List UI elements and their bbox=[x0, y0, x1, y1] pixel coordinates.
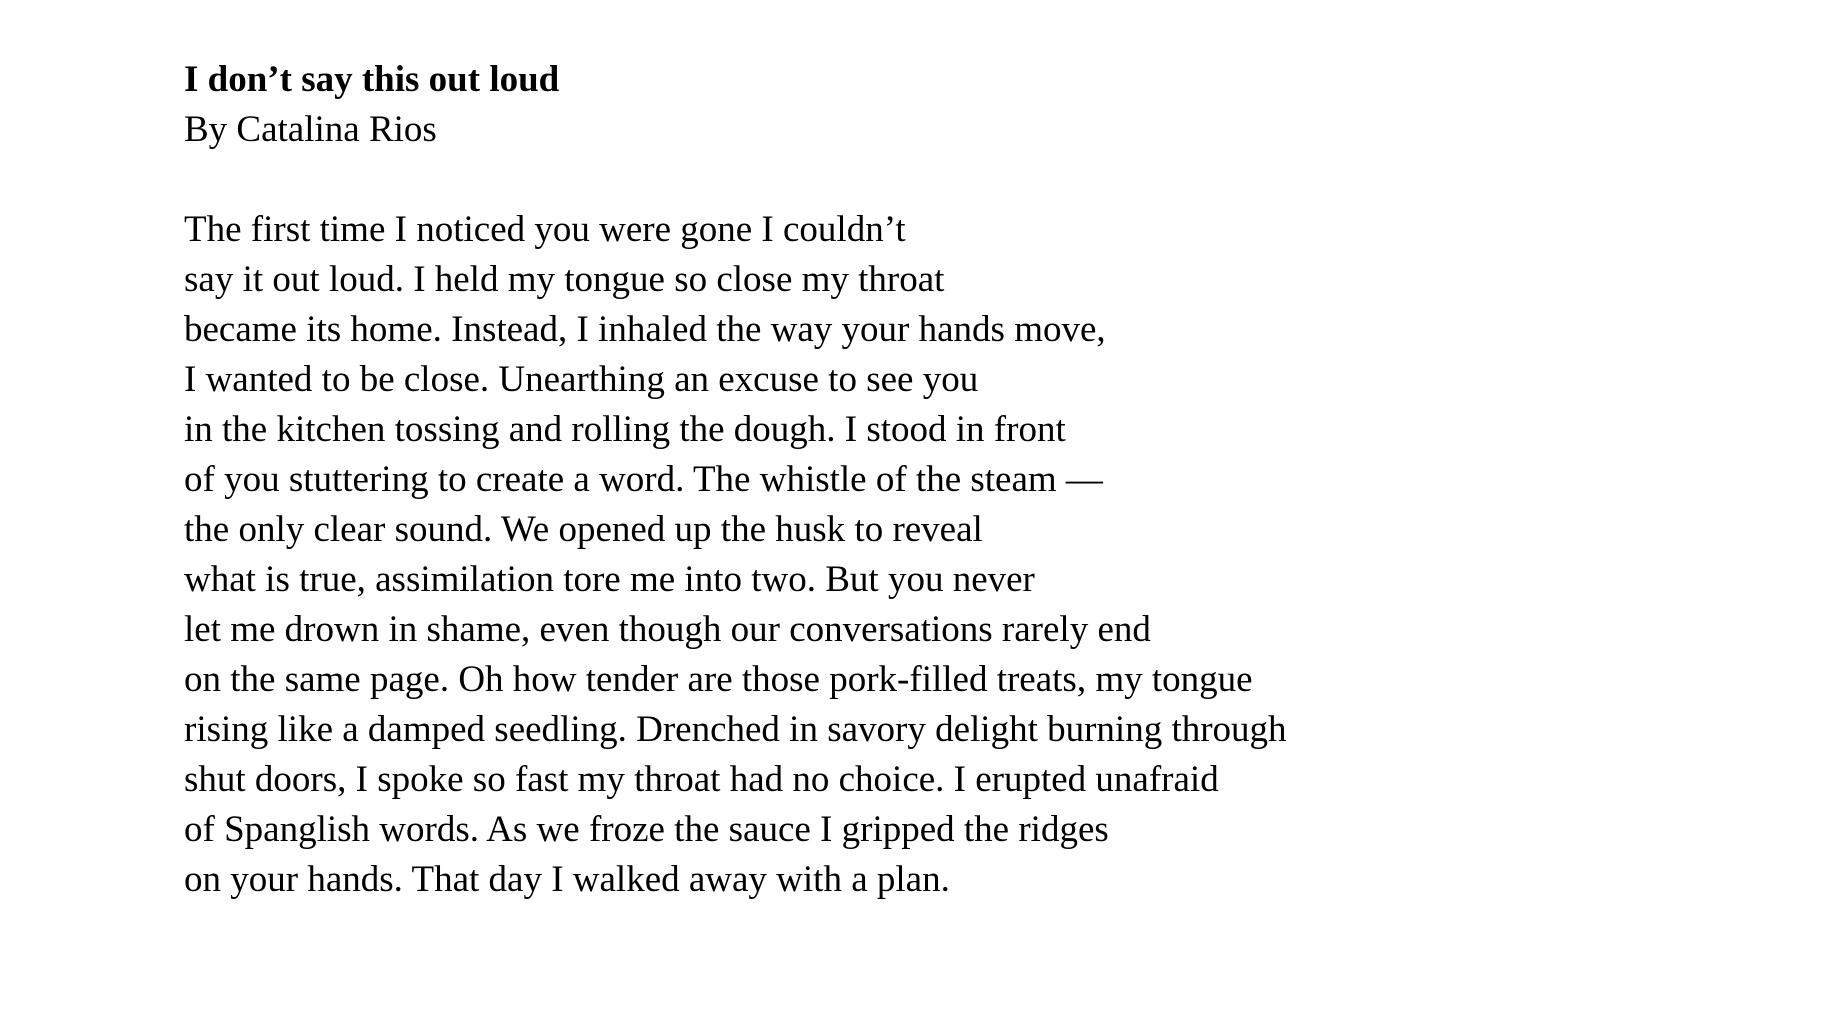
poem-line: on your hands. That day I walked away with a plan. bbox=[184, 859, 950, 900]
poem-line: shut doors, I spoke so fast my throat had no choice. I erupted unafraid bbox=[184, 759, 1219, 800]
poem-line: rising like a damped seedling. Drenched in savory delight burning through bbox=[184, 709, 1287, 750]
poem-line: let me drown in shame, even though our conversations rarely end bbox=[184, 609, 1151, 650]
poem-line: on the same page. Oh how tender are those pork-filled treats, my tongue bbox=[184, 659, 1253, 700]
poem-line: what is true, assimilation tore me into two. But you never bbox=[184, 559, 1035, 600]
poem-line: the only clear sound. We opened up the husk to reveal bbox=[184, 509, 983, 550]
poem-line: became its home. Instead, I inhaled the way your hands move, bbox=[184, 309, 1106, 350]
poem-line: of Spanglish words. As we froze the sauce I gripped the ridges bbox=[184, 809, 1109, 850]
poem-line: of you stuttering to create a word. The whistle of the steam — bbox=[184, 459, 1103, 500]
poem-body bbox=[184, 205, 1684, 905]
poem-line: I wanted to be close. Unearthing an excuse to see you bbox=[184, 359, 979, 400]
poem-author: By Catalina Rios bbox=[184, 109, 437, 150]
poem-line: say it out loud. I held my tongue so close my throat bbox=[184, 259, 945, 300]
poem-line: The first time I noticed you were gone I couldn’t bbox=[184, 209, 906, 250]
stanza-spacer bbox=[184, 155, 1684, 205]
poem-page bbox=[184, 55, 1684, 905]
poem-title: I don’t say this out loud bbox=[184, 59, 560, 100]
poem-line: in the kitchen tossing and rolling the dough. I stood in front bbox=[184, 409, 1066, 450]
